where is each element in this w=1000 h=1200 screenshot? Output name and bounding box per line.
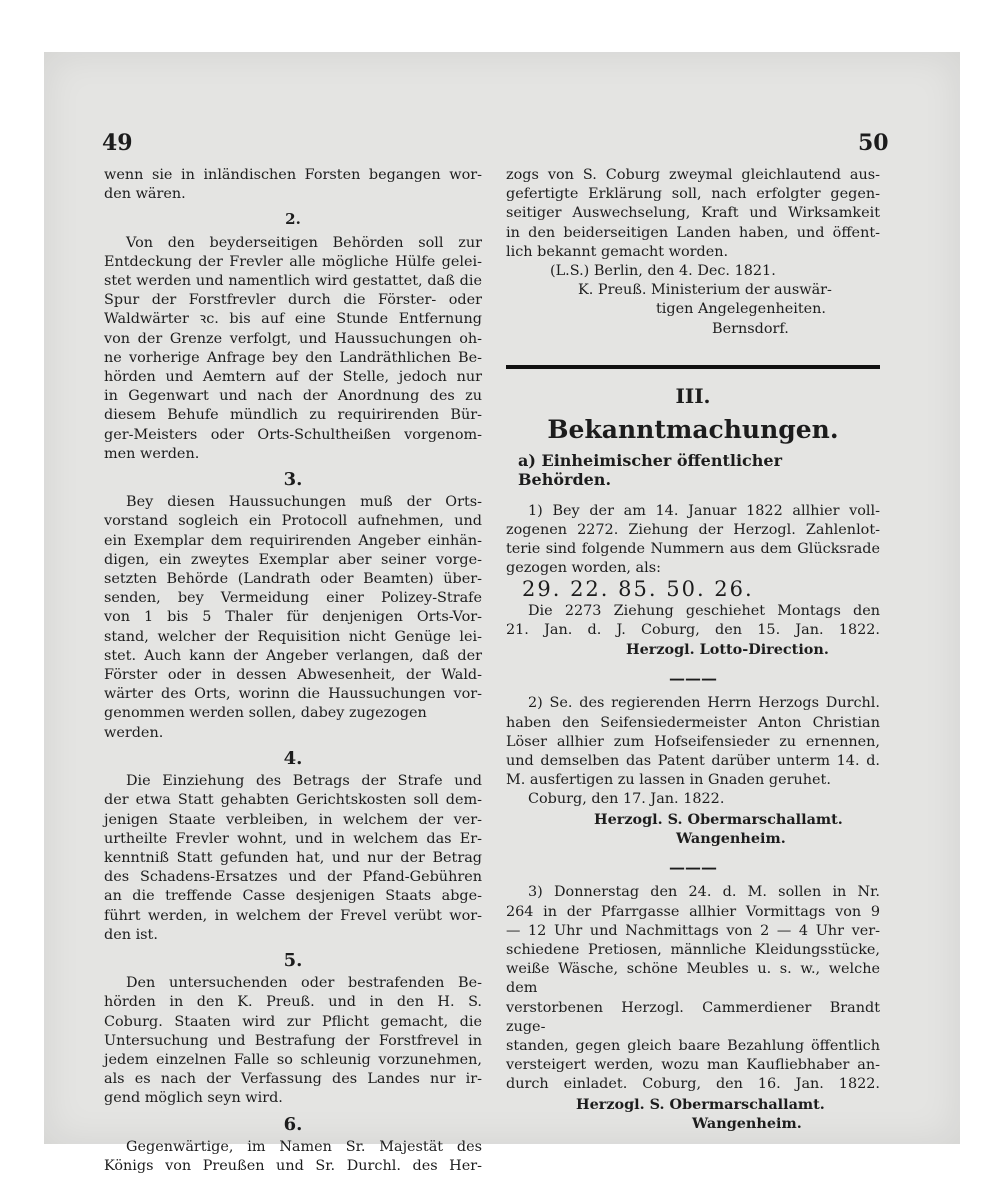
- text-line: zogs von S. Coburg zweymal gleichlautend aus-: [506, 167, 880, 183]
- text-line: Bey diesen Haussuchungen muß der Orts-: [126, 494, 482, 511]
- paragraph: [104, 772, 482, 945]
- text-line: senden, bey Vermeidung einer Polizey-Strafe: [104, 590, 482, 607]
- text-line: wärter des Orts, worinn die Haussuchungen vor-: [104, 686, 482, 703]
- text-line: den wären.: [104, 186, 186, 203]
- text-line: hörden und Aemtern auf der Stelle, jedoch nur: [104, 369, 482, 386]
- text-line: diesem Behufe mündlich zu requirirenden Bür-: [104, 407, 482, 424]
- section-number: 2.: [285, 210, 301, 229]
- text-line: Waldwärter ꝛc. bis auf eine Stunde Entfernung: [104, 311, 482, 328]
- page-number-left: 49: [102, 130, 133, 156]
- signatory-line: K. Preuß. Ministerium der auswär-: [578, 282, 832, 299]
- text-line: wenn sie in inländischen Forsten begangen wor-: [104, 167, 482, 183]
- text-line: versteigert werden, wozu man Kaufliebhaber an-: [506, 1057, 880, 1074]
- text-line: des Schadens-Ersatzes und der Pfand-Gebühren: [104, 869, 482, 886]
- text-line: schiedene Pretiosen, männliche Kleidungsstücke,: [506, 941, 880, 958]
- notice-auction: [506, 883, 880, 1133]
- treaty-signature: [506, 262, 880, 339]
- text-line: Coburg. Staaten wird zur Pflicht gemacht, die: [104, 1013, 482, 1030]
- text-line: terie sind folgende Nummern aus dem Glücksrade: [506, 541, 880, 558]
- signatory-name: Bernsdorf.: [712, 320, 789, 337]
- page-number-right: 50: [858, 130, 889, 156]
- text-line: Löser allhier zum Hofseifensieder zu ernennen,: [506, 733, 880, 750]
- section-number: III.: [675, 383, 711, 408]
- text-line: seitiger Auswechselung, Kraft und Wirksamkeit: [506, 205, 880, 222]
- text-line: den ist.: [104, 926, 158, 943]
- notice-signature: Herzogl. Lotto-Direction.: [626, 641, 829, 659]
- text-line: M. ausfertigen zu lassen in Gnaden geruhet.: [506, 772, 831, 789]
- text-line: gend möglich seyn wird.: [104, 1090, 283, 1107]
- place-date: (L.S.) Berlin, den 4. Dec. 1821.: [550, 263, 776, 280]
- notice-lottery: [506, 502, 880, 660]
- text-line: vorstand sogleich ein Protocoll aufnehmen, und: [104, 513, 482, 530]
- text-line: 1) Bey der am 14. Januar 1822 allhier voll-: [528, 502, 880, 519]
- text-line: Den untersuchenden oder bestrafenden Be-: [126, 975, 482, 992]
- text-line: führt werden, in welchem der Frevel verübt wor-: [104, 907, 482, 924]
- section-number: 4.: [283, 747, 303, 769]
- text-line: Spur der Forstfrevler durch die Förster- oder: [104, 292, 482, 309]
- subsection-heading: a) Einheimischer öffentlicher Behörden.: [518, 451, 783, 490]
- text-line: Gegenwärtige, im Namen Sr. Majestät des: [126, 1138, 482, 1155]
- text-line: an die treffende Casse desjenigen Staats abge-: [104, 888, 482, 905]
- text-line: Die 2273 Ziehung geschiehet Montags den: [528, 602, 880, 619]
- text-line: von der Grenze verfolgt, und Haussuchungen oh-: [104, 330, 482, 347]
- text-line: digen, ein zweytes Exemplar aber seiner vorge-: [104, 551, 482, 568]
- text-line: 264 in der Pfarrgasse allhier Vormittags von 9: [506, 903, 880, 920]
- text-line: Förster oder in dessen Abwesenheit, der Wald-: [104, 667, 482, 684]
- notice-signatory-name: Wangenheim.: [692, 1114, 802, 1132]
- paragraph: [104, 493, 482, 743]
- section-number: 5.: [283, 949, 303, 971]
- text-line: Die Einziehung des Betrags der Strafe und: [126, 773, 482, 790]
- text-line: ein Exemplar dem requirirenden Angeber einhän-: [104, 532, 482, 549]
- text-line: stand, welcher der Requisition nicht Genüge lei-: [104, 628, 482, 645]
- section-number: 3.: [283, 469, 303, 491]
- section-heading: Bekanntmachungen.: [547, 415, 839, 445]
- text-line: durch einladet. Coburg, den 16. Jan. 1822.: [506, 1076, 880, 1093]
- section-number: 6.: [283, 1113, 303, 1135]
- text-line: haben den Seifensiedermeister Anton Christian: [506, 714, 880, 731]
- text-line: weiße Wäsche, schöne Meubles u. s. w., welche dem: [506, 961, 880, 997]
- text-line: ne vorherige Anfrage bey den Landräthlichen Be-: [104, 349, 482, 366]
- text-line: 21. Jan. d. J. Coburg, den 15. Jan. 1822.: [506, 621, 880, 638]
- text-line: Entdeckung der Frevler alle mögliche Hülfe gelei-: [104, 253, 482, 270]
- text-line: 2) Se. des regierenden Herrn Herzogs Durchl.: [528, 695, 880, 712]
- text-line: der etwa Statt gehabten Gerichtskosten soll dem-: [104, 792, 482, 809]
- notice-signature: Herzogl. S. Obermarschallamt.: [594, 810, 843, 828]
- text-line: und demselben das Patent darüber unterm 14. d.: [506, 753, 880, 770]
- text-line: Untersuchung und Bestrafung der Forstfrevel in: [104, 1032, 482, 1049]
- text-line: setzten Behörde (Landrath oder Beamten) über-: [104, 571, 482, 588]
- text-line: von 1 bis 5 Thaler für denjenigen Orts-Vor-: [104, 609, 482, 626]
- text-line: genommen werden sollen, dabey zugezogen werden.: [104, 705, 427, 741]
- text-line: jedem einzelnen Falle so schleunig vorzunehmen,: [104, 1051, 482, 1068]
- notice-signatory-name: Wangenheim.: [676, 829, 786, 847]
- text-line: stet. Auch kann der Angeber verlangen, daß der: [104, 647, 482, 664]
- drawn-numbers: 29. 22. 85. 50. 26.: [522, 577, 754, 602]
- text-line: 3) Donnerstag den 24. d. M. sollen in Nr.: [528, 884, 880, 901]
- text-line: standen, gegen gleich baare Bezahlung öffentlich: [506, 1037, 880, 1054]
- notice-appointment: [506, 694, 880, 848]
- left-column: [104, 166, 482, 1176]
- text-line: gezogen worden, als:: [506, 560, 661, 577]
- text-line: ger-Meisters oder Orts-Schultheißen vorgenom-: [104, 426, 482, 443]
- right-column: [506, 166, 880, 1133]
- text-line: als es nach der Verfassung des Landes nur ir-: [104, 1071, 482, 1088]
- text-line: in Gegenwart und nach der Anordnung des zu: [104, 388, 482, 405]
- paragraph: [104, 1138, 482, 1176]
- text-line: stet werden und namentlich wird gestattet, daß die: [104, 273, 482, 290]
- text-line: Von den beyderseitigen Behörden soll zur: [126, 234, 482, 251]
- place-date: Coburg, den 17. Jan. 1822.: [528, 791, 725, 808]
- text-line: zogenen 2272. Ziehung der Herzogl. Zahlenlot-: [506, 521, 880, 538]
- text-line: kenntniß Statt gefunden hat, und nur der Betrag: [104, 849, 482, 866]
- section-divider: [506, 365, 880, 369]
- text-line: gefertigte Erklärung soll, nach erfolgter gegen-: [506, 186, 880, 203]
- text-line: in den beiderseitigen Landen haben, und öffent-: [506, 224, 880, 241]
- text-line: men werden.: [104, 445, 200, 462]
- paragraph: [104, 234, 482, 464]
- text-line: hörden in den K. Preuß. und in den H. S.: [104, 994, 482, 1011]
- paragraph: [506, 166, 880, 262]
- text-line: urtheilte Frevler wohnt, und in welchem das Er-: [104, 830, 482, 847]
- notice-divider: ———: [669, 669, 717, 689]
- text-line: verstorbenen Herzogl. Cammerdiener Brandt zuge-: [506, 999, 880, 1035]
- notice-divider: ———: [669, 858, 717, 878]
- notice-signature: Herzogl. S. Obermarschallamt.: [576, 1095, 825, 1113]
- text-line: lich bekannt gemacht worden.: [506, 243, 729, 260]
- paragraph: [104, 974, 482, 1108]
- signatory-line: tigen Angelegenheiten.: [656, 301, 826, 318]
- text-line: Königs von Preußen und Sr. Durchl. des Her-: [104, 1157, 482, 1174]
- text-line: jenigen Staate verbleiben, in welchem der ver-: [104, 811, 482, 828]
- text-line: — 12 Uhr und Nachmittags von 2 — 4 Uhr ver-: [506, 922, 880, 939]
